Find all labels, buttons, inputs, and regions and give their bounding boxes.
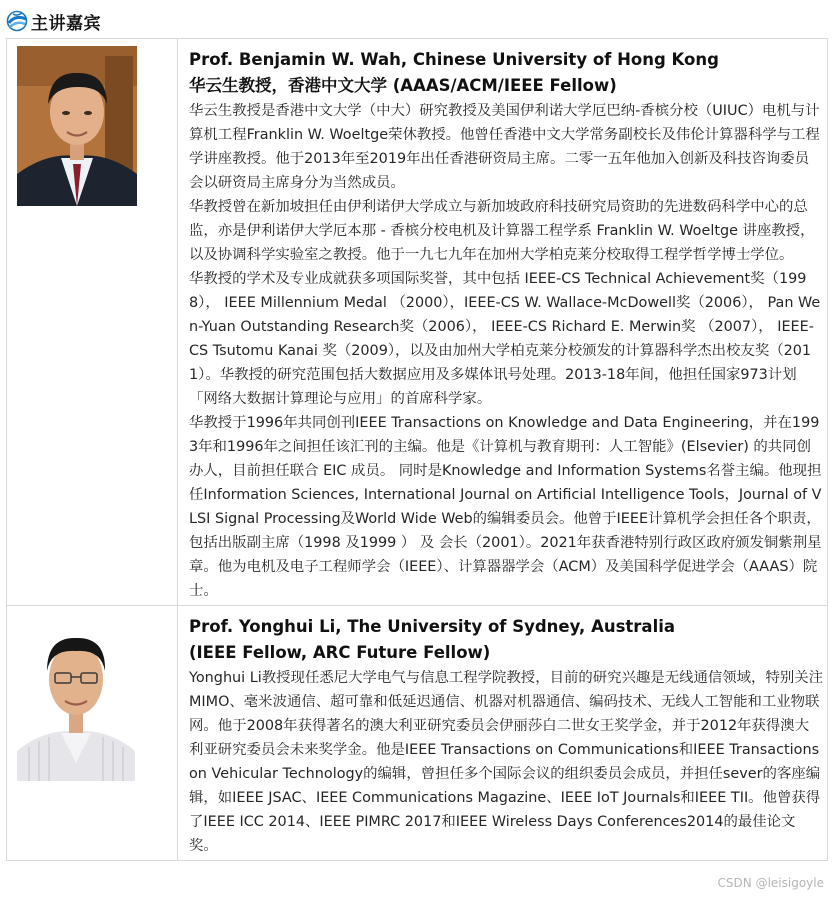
speaker-name-en: Prof. Benjamin W. Wah, Chinese University of Hong Kong [189, 50, 719, 69]
speaker-photo-cell [7, 39, 178, 606]
speaker-row-li [7, 606, 828, 861]
speaker-photo-li [17, 613, 135, 781]
speaker-name-cn: 华云生教授，香港中文大学 (AAAS/ACM/IEEE Fellow) [189, 76, 617, 95]
section-header [6, 9, 101, 33]
speaker-row-wah [7, 39, 828, 606]
speaker-bio-paragraph: 华教授曾在新加坡担任由伊利诺伊大学成立与新加坡政府科技研究局资助的先进数码科学中心的总监，亦是伊利诺伊大学厄本那 - 香槟分校电机及计算器工程学系 Franklin W. Woeltge 讲座教授，以及协调科学实验室之教授。他于一九七九年在加州大学柏克莱分校取得工程学哲学博士学位。 [189, 199, 815, 263]
speaker-photo-wah [17, 46, 137, 206]
watermark: CSDN @leisigoyle [717, 876, 824, 890]
speakers-table [6, 38, 828, 861]
speaker-name-en: Prof. Yonghui Li, The University of Sydney, Australia [189, 617, 676, 636]
speaker-name-cn: (IEEE Fellow, ARC Future Fellow) [189, 643, 491, 662]
speaker-photo-cell [7, 606, 178, 861]
speaker-info-cell [178, 39, 828, 606]
speaker-bio-paragraph: 华教授的学术及专业成就获多项国际奖誉，其中包括 IEEE-CS Technical Achievement奖（1998）， IEEE Millennium Medal （2000），IEEE-CS W. Wallace-McDowell奖（2006）， Pan Wen-Yuan Outstanding Research奖（2006）， IEEE-CS Richard E. Merwin奖 （2007）， IEEE-CS Tsutomu Kanai 奖（2009），以及由加州大学柏克莱分校颁发的计算器科学杰出校友奖（2011）。华教授的研究范围包括大数据应用及多媒体讯号处理。2013-18年间，他担任国家973计划「网络大数据计算理论与应用」的首席科学家。 [189, 271, 821, 407]
section-title: 主讲嘉宾 [31, 13, 101, 34]
globe-logo-icon [6, 10, 28, 32]
speaker-bio-paragraph: 华云生教授是香港中文大学（中大）研究教授及美国伊利诺大学厄巴纳-香槟分校（UIUC）电机与计算机工程Franklin W. Woeltge荣休教授。他曾任香港中文大学常务副校长及伟伦计算器科学与工程学讲座教授。他于2013年至2019年出任香港研资局主席。二零一五年他加入创新及科技咨询委员会以研资局主席身分为当然成员。 [189, 103, 820, 191]
speaker-info-cell [178, 606, 828, 861]
speaker-bio-paragraph: Yonghui Li教授现任悉尼大学电气与信息工程学院教授，目前的研究兴趣是无线通信领域，特别关注MIMO、毫米波通信、超可靠和低延迟通信、机器对机器通信、编码技术、无线人工智能和工业物联网。他于2008年获得著名的澳大利亚研究委员会伊丽莎白二世女王奖学金，并于2012年获得澳大利亚研究委员会未来奖学金。他是IEEE Transactions on Communications和IEEE Transactions on Vehicular Technology的编辑，曾担任多个国际会议的组织委员会成员，并担任sever的客座编辑，如IEEE JSAC、IEEE Communications Magazine、IEEE IoT Journals和IEEE TII。他曾获得了IEEE ICC 2014、IEEE PIMRC 2017和IEEE Wireless Days Conferences2014的最佳论文奖。 [189, 670, 824, 854]
speaker-bio-paragraph: 华教授于1996年共同创刊IEEE Transactions on Knowledge and Data Engineering，并在1993年和1996年之间担任该汇刊的主编。他是《计算机与教育期刊：人工智能》(Elsevier) 的共同创办人，目前担任联合 EIC 成员。 同时是Knowledge and Information Systems名誉主编。他现担任Information Sciences, International Journal on Artificial Intelligence Tools，Journal of VLSI Signal Processing及World Wide Web的编辑委员会。他曾于IEEE计算机学会担任各个职责，包括出版副主席（1998 及1999 ） 及 会长（2001）。2021年获香港特别行政区政府颁发铜紫荆星章。他为电机及电子工程师学会（IEEE）、计算器器学会（ACM）及美国科学促进学会（AAAS）院士。 [189, 415, 822, 599]
